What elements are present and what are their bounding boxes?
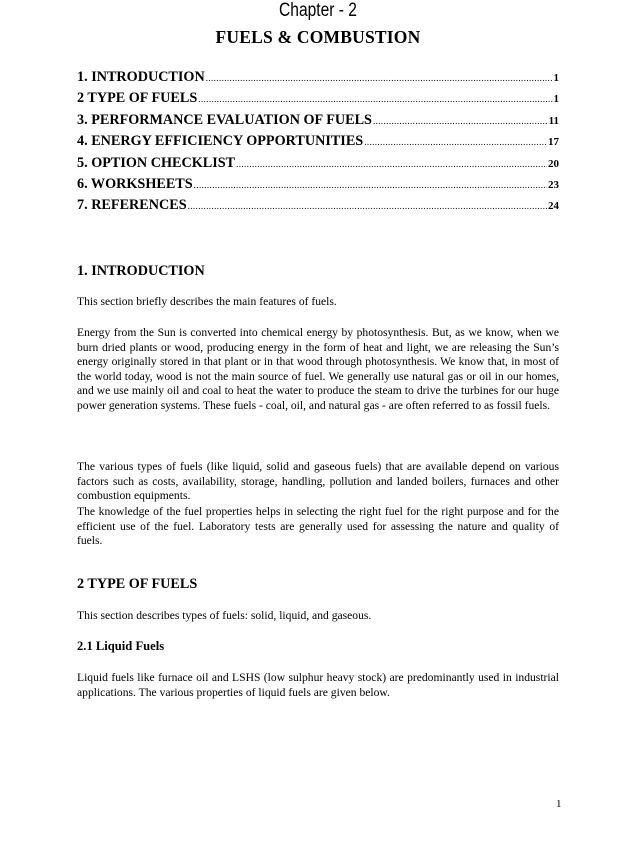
- intro-paragraph-3: The various types of fuels (like liquid, solid and gaseous fuels) that are available depend on various factors such as costs, availability, storage, handling, pollution and landed boilers, furnaces and other combustion equipments.: [77, 460, 559, 502]
- toc-entry-references[interactable]: [77, 195, 559, 216]
- toc-entry-label: 2 TYPE OF FUELS: [77, 90, 198, 107]
- toc-entry-page: 20: [548, 157, 559, 170]
- intro-paragraph-4: The knowledge of the fuel properties helps in selecting the right fuel for the right purpose and for the efficient use of the fuel. Laboratory tests are generally used for assessing the nature and quality of fuels.: [77, 505, 559, 547]
- toc-entry-page: 1: [553, 93, 559, 106]
- toc-entry-label: 5. OPTION CHECKLIST: [77, 154, 236, 171]
- toc-entry-label: 6. WORKSHEETS: [77, 175, 193, 192]
- toc-leader-dots: [236, 154, 547, 175]
- types-paragraph: This section describes types of fuels: solid, liquid, and gaseous.: [77, 609, 372, 622]
- section-heading-type-of-fuels: 2 TYPE OF FUELS: [77, 576, 198, 592]
- toc-entry-worksheets[interactable]: [77, 174, 559, 195]
- toc-entry-label: 7. REFERENCES: [77, 197, 187, 214]
- toc-entry-performance-evaluation[interactable]: [77, 110, 559, 131]
- table-of-contents: [77, 67, 559, 217]
- subsection-heading-liquid-fuels: 2.1 Liquid Fuels: [77, 639, 165, 653]
- toc-entry-page: 17: [548, 136, 559, 149]
- toc-entry-page: 1: [553, 72, 559, 84]
- toc-leader-dots: [198, 89, 552, 110]
- intro-paragraph-2: Energy from the Sun is converted into chemical energy by photosynthesis. But, as we know, when we burn dried plants or wood, producing energy in the form of heat and light, we are releasing the Sun’s energy originally stored in that plant or in that wood through photosynthesis. We know that, in most of the world today, wood is not the main source of fuel. We generally use natural gas or oil in our homes, and we use mainly oil and coal to heat the water to produce the steam to drive the turbines for our huge power generation systems. These fuels - coal, oil, and natural gas - are often referred to as fossil fuels.: [77, 326, 559, 412]
- section-heading-introduction: 1. INTRODUCTION: [77, 263, 205, 279]
- intro-paragraph-1: This section briefly describes the main features of fuels.: [77, 295, 337, 308]
- toc-entry-label: 3. PERFORMANCE EVALUATION OF FUELS: [77, 111, 372, 128]
- toc-leader-dots: [188, 196, 547, 217]
- chapter-label: Chapter - 2: [279, 0, 357, 21]
- liquid-fuels-paragraph: Liquid fuels like furnace oil and LSHS (low sulphur heavy stock) are predominantly used in industrial applications. The various properties of liquid fuels are given below.: [77, 671, 559, 699]
- toc-leader-dots: [194, 175, 547, 196]
- toc-entry-option-checklist[interactable]: [77, 153, 559, 174]
- toc-entry-introduction[interactable]: [77, 67, 559, 88]
- toc-entry-page: 24: [548, 200, 559, 213]
- toc-leader-dots: [206, 68, 553, 89]
- toc-entry-type-of-fuels[interactable]: [77, 88, 559, 109]
- page-number: 1: [556, 798, 562, 810]
- toc-leader-dots: [373, 111, 548, 132]
- toc-leader-dots: [364, 132, 547, 153]
- toc-entry-label: 1. INTRODUCTION: [77, 69, 205, 85]
- toc-entry-energy-efficiency[interactable]: [77, 131, 559, 152]
- page-title: FUELS & COMBUSTION: [215, 27, 421, 47]
- toc-entry-label: 4. ENERGY EFFICIENCY OPPORTUNITIES: [77, 133, 364, 150]
- toc-entry-page: 11: [548, 114, 559, 127]
- toc-entry-page: 23: [548, 178, 559, 191]
